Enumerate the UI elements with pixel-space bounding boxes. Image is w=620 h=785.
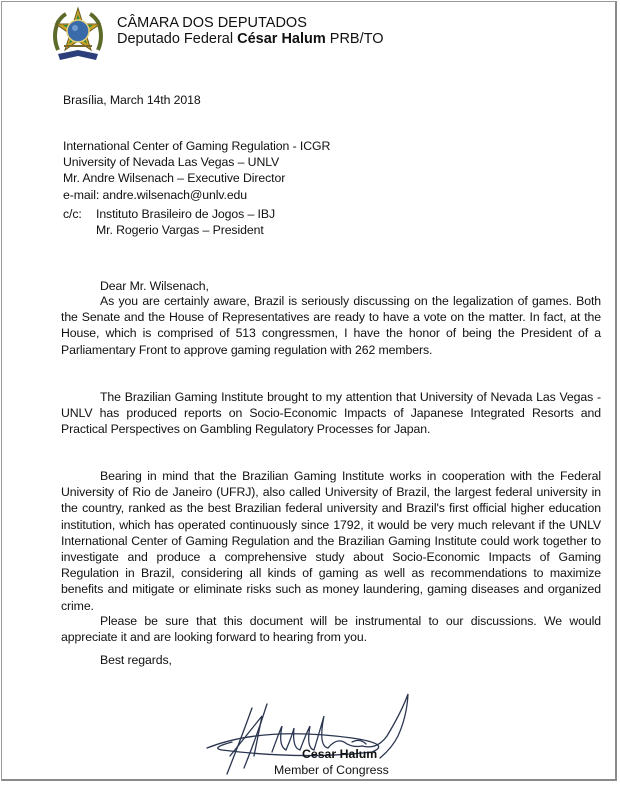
recipient-line: Mr. Andre Wilsenach – Executive Director	[63, 171, 286, 186]
recipient-line: University of Nevada Las Vegas – UNLV	[63, 155, 280, 170]
letter-page	[1, 1, 617, 781]
paragraph-text: As you are certainly aware, Brazil is seriously discussing on the legalization of games. Both the Senate and the House of Representatives are ready to have a vote on the matter. In fact, at the House, which is comprised of 513 congressmen, I have the honor of being the President of a Parliamentary Front to approve gaming regulation with 262 members.	[61, 294, 601, 357]
body-paragraph	[61, 389, 601, 438]
letter-date: Brasília, March 14th 2018	[63, 93, 201, 107]
paragraph-text: Bearing in mind that the Brazilian Gaming Institute works in cooperation with the Federal University of Rio de Janeiro (UFRJ), also called University of Brazil, the largest federal university in the country, ranked as the best Brazilian federal university and Brazil's first official higher education institution, which has operated continuously since 1792, it would be very much relevant if the UNLV International Center of Gaming Regulation and the Brazilian Gaming Institute could work together to investigate and produce a comprehensive study about Socio-Economic Impacts of Gaming Regulation in Brazil, considering all kinds of gaming as well as recommendations to maximize benefits and mitigate or eliminate risks such as money laundering, gaming diseases and organized crime.	[61, 469, 601, 613]
role-prefix: Deputado Federal	[117, 31, 238, 47]
carbon-copy	[63, 206, 275, 238]
body-paragraph	[61, 468, 601, 614]
cc-label: c/c:	[63, 207, 82, 221]
recipient-address	[63, 138, 330, 203]
deputy-name: César Halum	[237, 31, 326, 47]
salutation: Dear Mr. Wilsenach,	[100, 279, 209, 293]
signatory-title: Member of Congress	[274, 763, 389, 777]
cc-line: Instituto Brasileiro de Jogos – IBJ	[96, 207, 275, 221]
closing: Best regards,	[100, 653, 172, 667]
recipient-email: e-mail: andre.wilsenach@unlv.edu	[63, 187, 248, 202]
signatory-name: Cesar Halum	[302, 747, 378, 761]
paragraph-text: The Brazilian Gaming Institute brought to my attention that University of Nevada Las Vegas - UNLV has produced reports on Socio-Economic Impacts of Japanese Integrated Resorts and Practical Perspectives on Gambling Regulatory Processes for Japan.	[61, 390, 601, 437]
deputy-line	[117, 31, 384, 47]
cc-line: Mr. Rogerio Vargas – President	[96, 223, 264, 238]
recipient-line: International Center of Gaming Regulation - ICGR	[63, 139, 331, 153]
institution-name: CÂMARA DOS DEPUTADOS	[117, 15, 307, 31]
body-paragraph	[61, 613, 601, 645]
letterhead	[117, 15, 384, 47]
body-paragraph	[61, 293, 601, 358]
brazil-coat-of-arms-icon	[50, 6, 106, 64]
paragraph-text: Please be sure that this document will be instrumental to our discussions. We would appreciate it and are looking forward to hearing from you.	[61, 614, 601, 645]
party-label: PRB/TO	[325, 31, 384, 47]
